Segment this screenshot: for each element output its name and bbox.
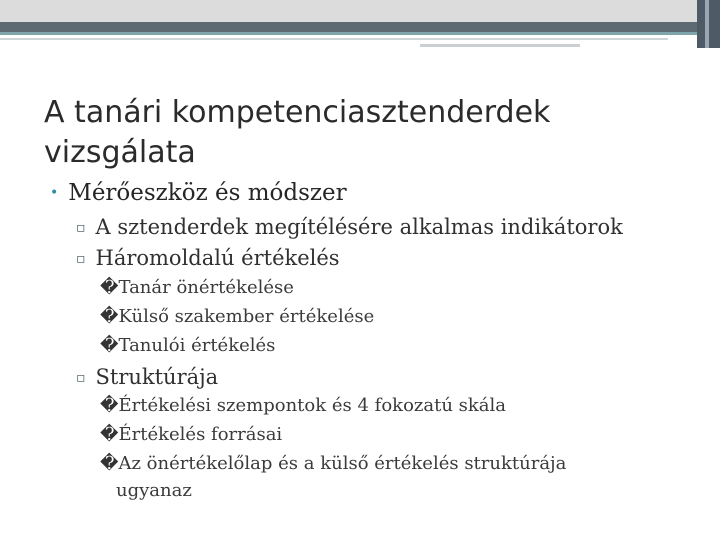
list-item-text: Mérőeszköz és módszer [68,180,347,206]
list-item-text: ugyanaz [116,480,192,501]
list-item [100,277,294,298]
bullet-placeholder-icon: � [100,306,119,327]
list-item-text: Értékelési szempontok és 4 fokozatú skála [118,395,507,416]
list-item-text: Tanulói értékelés [118,335,276,356]
list-item-continuation [116,480,192,501]
bullet-placeholder-icon: � [100,335,119,356]
header-bar-top [0,0,697,22]
list-item-text: Struktúrája [95,365,219,389]
list-item [76,365,218,389]
list-item [100,453,566,474]
bullet-square-icon: ▫ [76,251,86,267]
header-bar-dark [0,22,697,32]
list-item [100,395,506,416]
bullet-placeholder-icon: � [100,424,119,445]
slide-title: A tanári kompetenciasztenderdek vizsgálata [44,95,551,170]
list-item [100,306,374,327]
header-side-stripe [705,0,709,48]
list-item-text: Az önértékelőlap és a külső értékelés struktúrája [118,453,567,474]
list-item-text: A sztenderdek megítélésére alkalmas indikátorok [95,215,623,239]
list-item [100,424,282,445]
header-rule-short [420,44,580,47]
bullet-placeholder-icon: � [100,277,119,298]
list-item-text: Tanár önértékelése [118,277,294,298]
list-item [100,335,275,356]
list-item [76,246,340,270]
list-item-text: Külső szakember értékelése [118,306,375,327]
list-item-text: Értékelés forrásai [118,424,283,445]
bullet-square-icon: ▫ [76,220,86,236]
bullet-placeholder-icon: � [100,453,119,474]
list-item-text: Háromoldalú értékelés [95,246,340,270]
bullet-dot-icon: • [50,185,59,201]
header-bar-teal [0,32,697,35]
list-item [50,180,347,206]
bullet-square-icon: ▫ [76,370,86,386]
list-item [76,215,623,239]
bullet-placeholder-icon: � [100,395,119,416]
header-rule [0,38,668,40]
